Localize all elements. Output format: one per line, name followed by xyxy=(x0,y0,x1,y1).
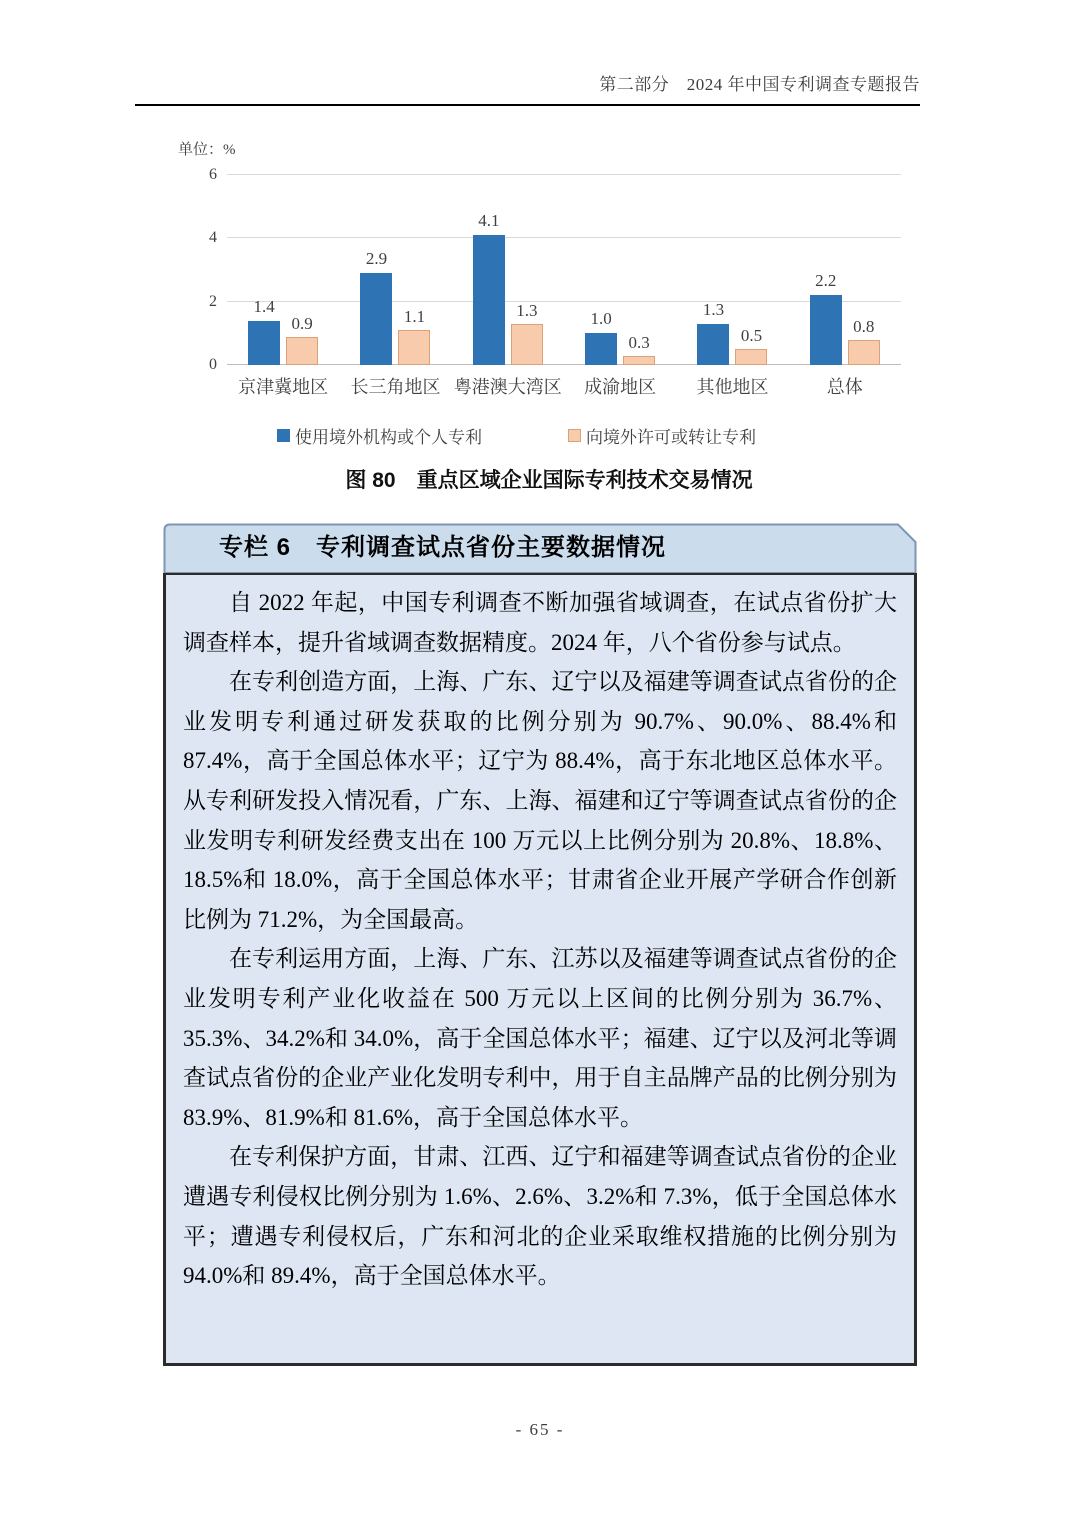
chart-plot xyxy=(209,166,901,373)
bar-chart xyxy=(178,138,920,494)
x-axis-category-label: 成渝地区 xyxy=(584,377,657,397)
bar-group xyxy=(339,175,451,365)
bar xyxy=(697,299,729,365)
chart-unit-label: 单位：% xyxy=(178,142,236,158)
bar-value-label: 0.3 xyxy=(628,332,650,352)
bar-group xyxy=(789,175,901,365)
page-header xyxy=(135,70,920,106)
callout-title: 专栏 6 专利调查试点省份主要数据情况 xyxy=(219,534,667,561)
y-axis-tick-label: 0 xyxy=(209,356,217,373)
y-axis-tick-label: 2 xyxy=(209,292,217,310)
callout-paragraph: 在专利保护方面，甘肃、江西、辽宁和福建等调查试点省份的企业遭遇专利侵权比例分别为 1.6%、2.6%、3.2%和 7.3%，低于全国总体水平；遭遇专利侵权后，广东和河北的企业采取维权措施的比例分别为 94.0%和 89.4%，高于全国总体水平。 xyxy=(183,1144,897,1289)
callout-box xyxy=(163,523,917,1366)
bar-value-label: 1.4 xyxy=(253,296,275,316)
bar xyxy=(398,307,430,365)
x-axis-category-label: 长三角地区 xyxy=(350,377,441,397)
bar xyxy=(360,249,392,365)
bar xyxy=(848,316,880,365)
bar-value-label: 1.0 xyxy=(590,309,612,329)
legend-item xyxy=(277,423,482,448)
bar-group xyxy=(452,175,564,365)
bar-value-label: 0.8 xyxy=(853,316,875,336)
callout-paragraph: 在专利运用方面，上海、广东、江苏以及福建等调查试点省份的企业发明专利产业化收益在 500 万元以上区间的比例分别为 36.7%、35.3%、34.2%和 34.0%，高于全国总体水平；福建、辽宁以及河北等调查试点省份的企业产业化发明专利中，用于自主品牌产品的比例分别为 83.9%、81.9%和 81.6%，高于全国总体水平。 xyxy=(183,946,897,1130)
y-axis-tick-label: 4 xyxy=(209,229,217,247)
bar xyxy=(473,211,505,365)
bar xyxy=(286,313,318,366)
bar xyxy=(511,300,543,365)
callout-paragraph: 自 2022 年起，中国专利调查不断加强省域调查，在试点省份扩大调查样本，提升省域调查数据精度。2024 年，八个省份参与试点。 xyxy=(183,590,897,655)
bar xyxy=(735,326,767,365)
callout-paragraph: 在专利创造方面，上海、广东、辽宁以及福建等调查试点省份的企业发明专利通过研发获取的比例分别为 90.7%、90.0%、88.4%和 87.4%，高于全国总体水平；辽宁为 88.4%，高于东北地区总体水平。从专利研发投入情况看，广东、上海、福建和辽宁等调查试点省份的企业发明专利研发经费支出在 100 万元以上比例分别为 20.8%、18.8%、18.5%和 18.0%，高于全国总体水平；甘肃省企业开展产学研合作创新比例为 71.2%，为全国最高。 xyxy=(183,669,897,932)
bar xyxy=(248,296,280,365)
bar-value-label: 0.5 xyxy=(740,326,763,346)
bar-value-label: 1.1 xyxy=(403,307,426,327)
chart-x-axis-labels xyxy=(227,373,901,399)
legend-swatch-icon xyxy=(568,429,581,442)
legend-swatch-icon xyxy=(277,429,290,442)
bar-group xyxy=(227,175,339,365)
bar xyxy=(810,271,842,365)
page-number: - 65 - xyxy=(515,1420,565,1439)
legend-label: 使用境外机构或个人专利 xyxy=(295,428,482,447)
bar-value-label: 2.2 xyxy=(815,271,837,291)
callout-body xyxy=(163,573,917,1366)
y-axis-tick-label: 6 xyxy=(209,166,217,183)
bar-groups xyxy=(227,175,901,365)
x-axis-category-label: 其他地区 xyxy=(696,377,769,397)
bar-group xyxy=(676,175,788,365)
bar-value-label: 0.9 xyxy=(291,313,313,333)
bar-value-label: 1.3 xyxy=(516,300,538,320)
page-header-title: 第二部分 2024 年中国专利调查专题报告 xyxy=(599,75,920,94)
legend-label: 向境外许可或转让专利 xyxy=(586,428,756,447)
bar-group xyxy=(564,175,676,365)
bar-value-label: 4.1 xyxy=(478,211,500,231)
bar xyxy=(623,332,655,366)
callout-header xyxy=(163,523,917,573)
x-axis-category-label: 粤港澳大湾区 xyxy=(453,377,562,397)
x-axis-category-label: 总体 xyxy=(826,377,863,397)
chart-caption: 图 80 重点区域企业国际专利技术交易情况 xyxy=(345,469,753,492)
bar-value-label: 2.9 xyxy=(365,249,388,269)
bar xyxy=(585,309,617,365)
x-axis-category-label: 京津冀地区 xyxy=(238,377,329,397)
legend-item xyxy=(568,423,756,448)
bar-value-label: 1.3 xyxy=(702,299,725,319)
chart-legend xyxy=(178,423,920,448)
